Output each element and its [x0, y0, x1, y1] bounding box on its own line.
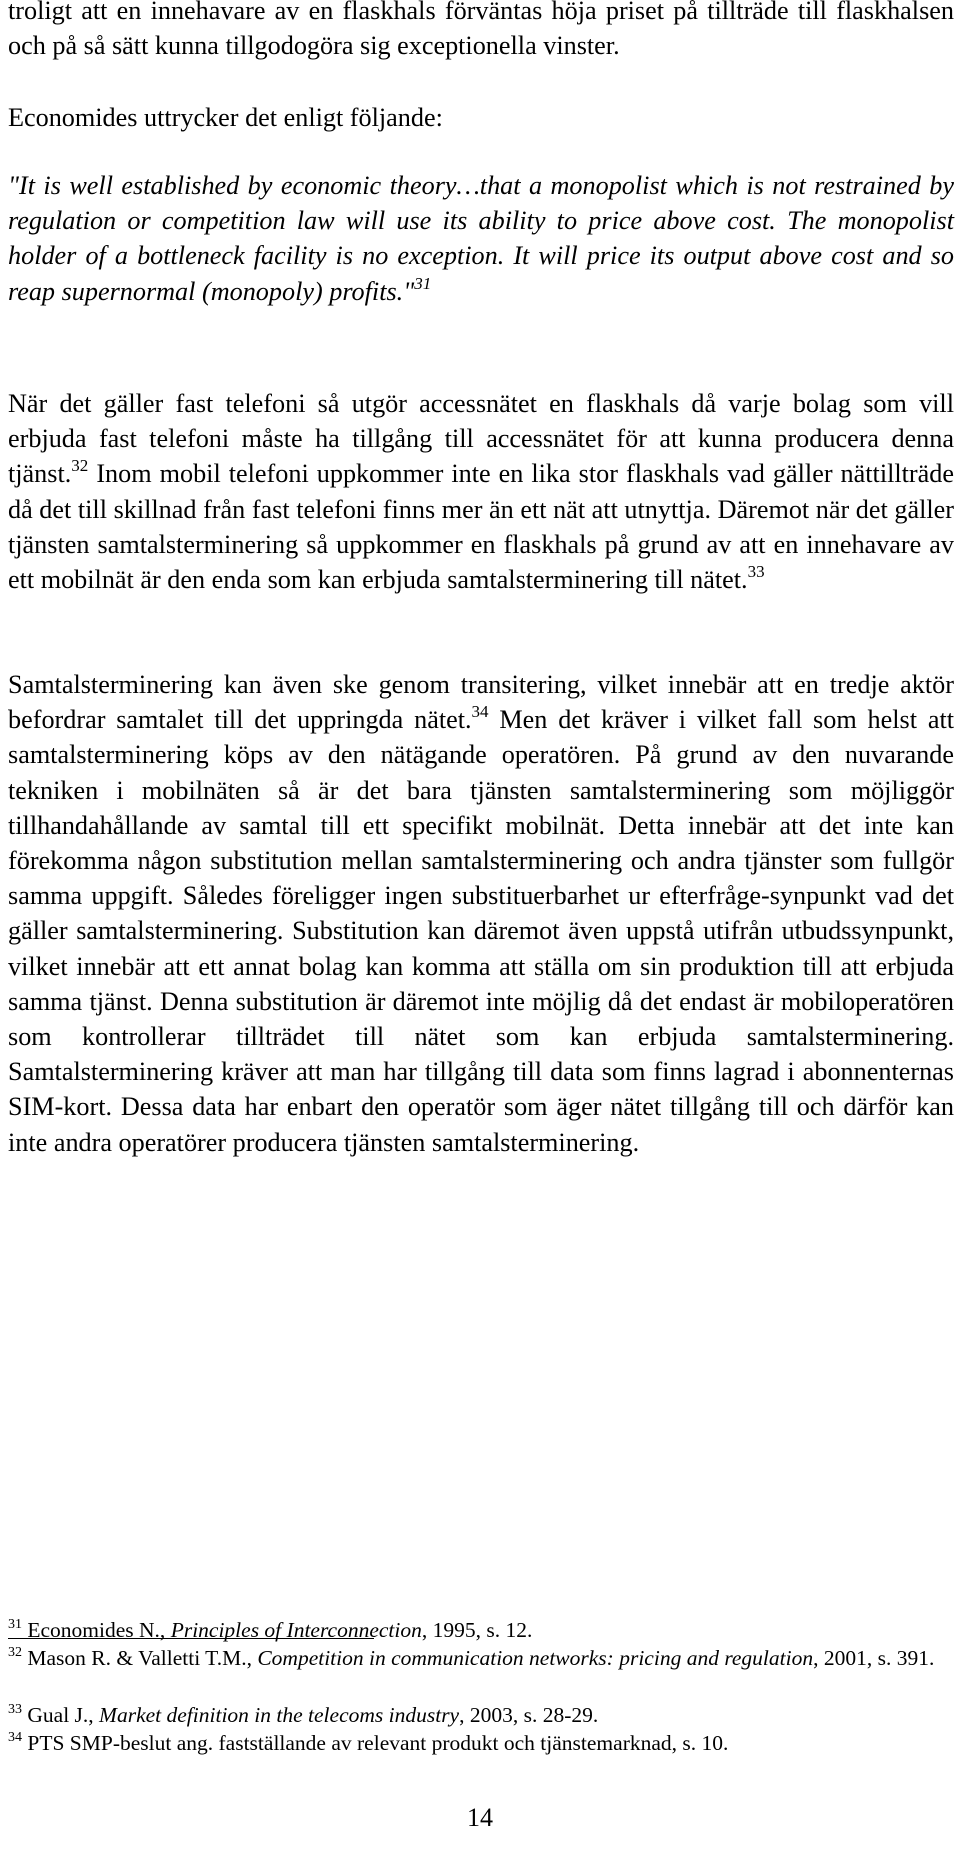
quote-text: "It is well established by economic theory…that a monopolist which is not restrained by regulation or competition law will use its ability to price above cost. The monopolist holder of a bottleneck facility is no exception. It will price its output above cost and so reap supernormal (monopoly) profits.": [8, 171, 954, 306]
footnote-title: Competition in communication networks: pricing and regulation: [257, 1646, 814, 1670]
paragraph-text: Men det kräver i vilket fall som helst att samtalsterminering köps av den nätägande operatören. På grund av den nuvarande tekniken i mobilnäten så är det bara tjänsten samtalsterminering som möjliggör tillhandahållande av samtal till ett specifikt mobilnät. Detta innebär att det inte kan förekomma någon substitution mellan samtalsterminering och andra tjänster som fullgör samma uppgift. Således föreligger ingen substituerbarhet ur efterfråge-synpunkt vad det gäller samtalsterminering. Substitution kan däremot även uppstå utifrån utbudssynpunkt, vilket innebär att ett annat bolag kan komma att ställa om sin produktion till att erbjuda samma tjänst. Denna substitution är däremot inte möjlig då det endast är mobiloperatören som kontrollerar tillträdet till nätet som kan erbjuda samtalsterminering. Samtalsterminering kräver att man har tillgång till data som finns lagrad i abonnenternas SIM-kort. Dessa data har enbart den operatör som äger nätet tillgång till och därför kan inte andra operatörer producera tjänsten samtalsterminering.: [8, 705, 954, 1157]
paragraph-call-termination: [8, 667, 954, 1160]
page-number: 14: [467, 1803, 493, 1832]
footnote-title: Principles of Interconnection: [170, 1618, 422, 1642]
footnote-number: 31: [8, 1617, 22, 1632]
footnote-text: Economides N.,: [22, 1618, 171, 1642]
footnote-text: PTS SMP-beslut ang. fastställande av relevant produkt och tjänstemarknad, s. 10.: [22, 1731, 729, 1755]
footnote-number: 32: [8, 1645, 22, 1660]
block-quote: [8, 168, 954, 309]
paragraph-text: troligt att en innehavare av en flaskhals förväntas höja priset på tillträde till flaskhalsen och på så sätt kunna tillgodogöra sig exceptionella vinster.: [8, 0, 954, 61]
footnote-reference: 32: [71, 456, 89, 476]
paragraph-continuation: [8, 0, 954, 63]
paragraph-text: Inom mobil telefoni uppkommer inte en lika stor flaskhals vad gäller nättillträde då det till skillnad från fast telefoni finns mer än ett nät att utnyttja. Däremot när det gäller tjänsten samtalsterminering så uppkommer en flaskhals på grund av att en innehavare av ett mobilnät är den enda som kan erbjuda samtalsterminering till nätet.: [8, 459, 954, 595]
paragraph-intro-quote: [8, 100, 954, 135]
paragraph-text: Samtalsterminering kan även ske genom transitering, vilket innebär att en tredje aktör befordrar samtalet till det uppringda nätet.: [8, 670, 954, 735]
footnote-text: , 2003, s. 28-29.: [459, 1703, 599, 1727]
footnote-number: 34: [8, 1730, 22, 1745]
footnote: [8, 1701, 954, 1730]
footnote-number: 33: [8, 1702, 22, 1717]
footnote-text: , 2001, s. 391.: [813, 1646, 935, 1670]
footnote-text: Gual J.,: [22, 1703, 100, 1727]
footnote: [8, 1644, 954, 1673]
footnote-reference: 33: [747, 562, 765, 582]
footnote-reference: 31: [414, 273, 432, 293]
footnote: [8, 1616, 954, 1645]
paragraph-text: När det gäller fast telefoni så utgör accessnätet en flaskhals då varje bolag som vill erbjuda fast telefoni måste ha tillgång till accessnätet för att kunna producera denna tjänst.: [8, 389, 954, 489]
footnote-title: Market definition in the telecoms industry: [99, 1703, 460, 1727]
footnote-reference: 34: [471, 702, 489, 722]
paragraph-fixed-telephony: [8, 386, 954, 597]
paragraph-text: Economides uttrycker det enligt följande:: [8, 103, 443, 132]
footnote-text: Mason R. & Valletti T.M.,: [22, 1646, 258, 1670]
footnote-text: , 1995, s. 12.: [421, 1618, 533, 1642]
footnote: [8, 1729, 954, 1758]
